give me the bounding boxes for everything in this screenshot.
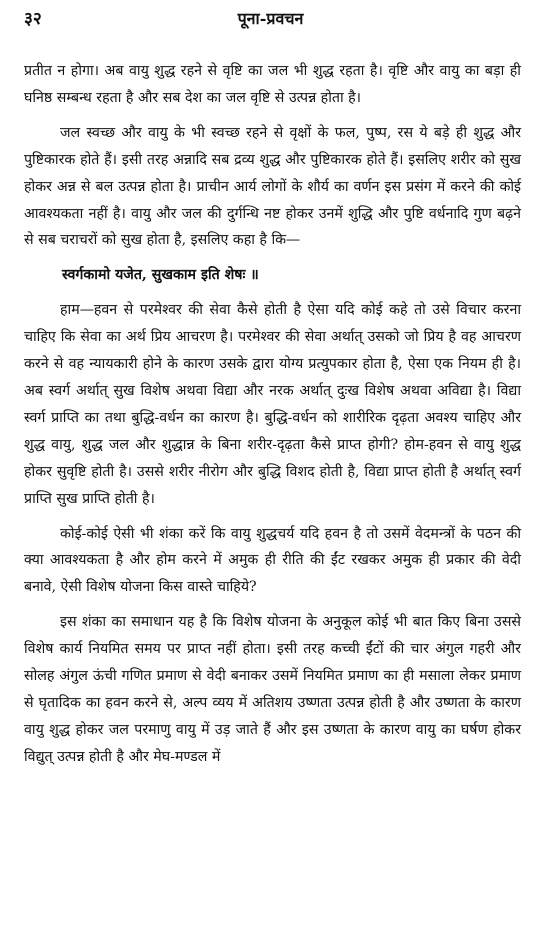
paragraph-doubt-text: कोई-कोई ऐसी भी शंका करें कि वायु शुद्धचर्य यदि हवन है तो उसमें वेदमन्त्रों के पठन की क्या आवश्यकता है और होम करने में अमुक ही रीति की ईंट रखकर अमुक ही प्रकार की वेदी बनावे, ऐसी विशेष योजना किस वास्ते चाहिये? bbox=[24, 525, 521, 596]
page-header bbox=[0, 0, 541, 36]
paragraph-water-air-text: जल स्वच्छ और वायु के भी स्वच्छ रहने से वृक्षों के फल, पुष्प, रस ये बड़े ही शुद्ध और पुष्टिकारक होते हैं। इसी तरह अन्नादि सब द्रव्य शुद्ध और पुष्टिकारक होते हैं। इसलिए शरीर को सुख होकर अन्न से बल उत्पन्न होता है। प्राचीन आर्य लोगों के शौर्य का वर्णन इस प्रसंग में करने की कोई आवश्यकता नहीं है। वायु और जल की दुर्गन्धि नष्ट होकर उनमें शुद्धि और पुष्टि वर्धनादि गुण बढ़ने से सब चराचरों को सुख होता है, इसलिए कहा है कि— bbox=[24, 124, 521, 249]
paragraph-resolution bbox=[24, 609, 521, 770]
paragraph-homa-service bbox=[24, 297, 521, 512]
paragraph-continuation: प्रतीत न होगा। अब वायु शुद्ध रहने से वृष्टि का जल भी शुद्ध रहता है। वृष्टि और वायु का बड़ा ही घनिष्ठ सम्बन्ध रहता है और सब देश का जल वृष्टि से उत्पन्न होता है। bbox=[24, 63, 521, 106]
page-number: ३२ bbox=[24, 9, 42, 29]
paragraph-homa-service-text: हाम—हवन से परमेश्वर की सेवा कैसे होती है ऐसा यदि कोई कहे तो उसे विचार करना चाहिए कि सेवा का अर्थ प्रिय आचरण है। परमेश्वर की सेवा अर्थात् उसको जो प्रिय है वह आचरण करने से वह न्यायकारी होने के कारण उसके द्वारा योग्य प्रत्युपकार होता है, ऐसा एक नियम ही है। अब स्वर्ग अर्थात् सुख विशेष अथवा विद्या और नरक अर्थात् दुःख विशेष अथवा अविद्या है। विद्या स्वर्ग प्राप्ति का तथा बुद्धि-वर्धन का कारण है। बुद्धि-वर्धन को शारीरिक दृढ़ता अवश्य चाहिए और शुद्ध वायु, शुद्ध जल और शुद्धान्न के बिना शरीर-दृढ़ता कैसे प्राप्त होगी? होम-हवन से वायु शुद्ध होकर सुवृष्टि होती है। उससे शरीर नीरोग और बुद्धि विशद होती है, विद्या प्राप्त होती है अर्थात् स्वर्ग प्राप्ति सुख प्राप्ति होती है। bbox=[24, 302, 521, 507]
paragraph-water-air bbox=[24, 120, 521, 255]
paragraph-resolution-text: इस शंका का समाधान यह है कि विशेष योजना के अनुकूल कोई भी बात किए बिना उससे विशेष कार्य नियमित समय पर प्राप्त नहीं होता। इसी तरह कच्ची ईंटों की चार अंगुल गहरी और सोलह अंगुल ऊंची गणित प्रमाण से वेदी बनाकर उसमें नियमित प्रमाण का ही मसाला लेकर प्रमाण से घृतादिक का हवन करने से, अल्प व्यय में अतिशय उष्णता उत्पन्न होती है और उष्णता के कारण वायु शुद्ध होकर जल परमाणु वायु में उड़ जाते हैं और इस उष्णता के कारण वायु का घर्षण होकर विद्युत् उत्पन्न होती है और मेघ-मण्डल में bbox=[24, 614, 521, 765]
sanskrit-verse: स्वर्गकामो यजेत, सुखकाम इति शेषः ॥ bbox=[62, 267, 259, 284]
page-body bbox=[24, 58, 521, 779]
running-title: पूना-प्रवचन bbox=[237, 9, 304, 28]
paragraph-doubt bbox=[24, 521, 521, 602]
